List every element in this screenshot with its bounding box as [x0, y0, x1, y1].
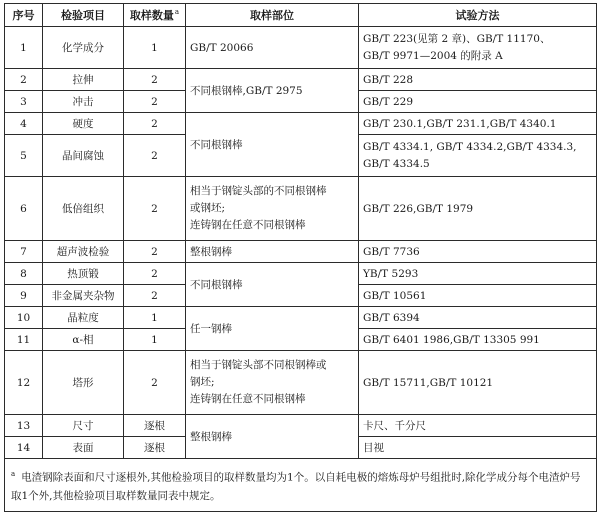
cell-item: 尺寸 [43, 415, 124, 437]
location-line: 钢坯; [190, 376, 215, 388]
cell-seq: 9 [5, 285, 43, 307]
method-line: GB/T 4334.5 [363, 157, 430, 170]
method-line: GB/T 9971—2004 的附录 A [363, 49, 503, 62]
header-item: 检验项目 [43, 4, 124, 27]
cell-location: 不同根钢棒 [186, 113, 359, 177]
cell-method [359, 135, 597, 177]
cell-item: 热顶锻 [43, 263, 124, 285]
cell-seq: 8 [5, 263, 43, 285]
cell-qty: 逐根 [124, 415, 186, 437]
cell-location: 任一钢棒 [186, 307, 359, 351]
cell-method: 卡尺、千分尺 [359, 415, 597, 437]
cell-method: 目视 [359, 437, 597, 459]
cell-qty: 1 [124, 329, 186, 351]
cell-seq: 1 [5, 27, 43, 69]
cell-qty: 2 [124, 135, 186, 177]
cell-qty: 2 [124, 177, 186, 241]
header-location: 取样部位 [186, 4, 359, 27]
cell-item: 晶间腐蚀 [43, 135, 124, 177]
footnote-row [5, 459, 597, 512]
inspection-table [4, 3, 597, 512]
cell-seq: 2 [5, 69, 43, 91]
table-row [5, 113, 597, 135]
cell-method: YB/T 5293 [359, 263, 597, 285]
location-line: 连铸钢在任意不同根钢棒 [190, 219, 306, 231]
spec-table-container [4, 3, 596, 512]
cell-method: GB/T 15711,GB/T 10121 [359, 351, 597, 415]
cell-seq: 12 [5, 351, 43, 415]
cell-qty: 2 [124, 285, 186, 307]
table-row [5, 241, 597, 263]
cell-method: GB/T 226,GB/T 1979 [359, 177, 597, 241]
cell-seq: 4 [5, 113, 43, 135]
cell-seq: 10 [5, 307, 43, 329]
table-row [5, 351, 597, 415]
cell-location: 整根钢棒 [186, 241, 359, 263]
location-line: 相当于钢锭头部的不同根钢棒 [190, 185, 327, 197]
cell-method: GB/T 6394 [359, 307, 597, 329]
cell-location: 不同根钢棒 [186, 263, 359, 307]
cell-location: 不同根钢棒,GB/T 2975 [186, 69, 359, 113]
header-qty [124, 4, 186, 27]
cell-qty: 2 [124, 351, 186, 415]
cell-qty: 1 [124, 307, 186, 329]
cell-qty: 2 [124, 91, 186, 113]
cell-method: GB/T 228 [359, 69, 597, 91]
cell-item: α-相 [43, 329, 124, 351]
table-row [5, 69, 597, 91]
location-line: 连铸钢在任意不同根钢棒 [190, 393, 306, 405]
cell-qty: 2 [124, 113, 186, 135]
cell-item: 非金属夹杂物 [43, 285, 124, 307]
cell-method: GB/T 229 [359, 91, 597, 113]
cell-item: 表面 [43, 437, 124, 459]
header-seq: 序号 [5, 4, 43, 27]
cell-seq: 7 [5, 241, 43, 263]
cell-location [186, 351, 359, 415]
cell-seq: 6 [5, 177, 43, 241]
table-header-row [5, 4, 597, 27]
cell-seq: 5 [5, 135, 43, 177]
cell-seq: 11 [5, 329, 43, 351]
cell-item: 硬度 [43, 113, 124, 135]
method-line: GB/T 223(见第 2 章)、GB/T 11170、 [363, 32, 551, 45]
cell-location: GB/T 20066 [186, 27, 359, 69]
cell-item: 塔形 [43, 351, 124, 415]
footnote-mark: a [11, 470, 16, 478]
table-row [5, 307, 597, 329]
cell-method: GB/T 6401 1986,GB/T 13305 991 [359, 329, 597, 351]
method-line: GB/T 4334.1, GB/T 4334.2,GB/T 4334.3, [363, 140, 577, 153]
cell-item: 低倍组织 [43, 177, 124, 241]
table-row [5, 415, 597, 437]
footnote-text: 电渣钢除表面和尺寸逐根外,其他检验项目的取样数量均为1个。以自耗电极的熔炼母炉号组批时,除化学成分每个电渣炉号取1个外,其他检验项目取样数量同表中规定。 [11, 471, 581, 502]
header-qty-footnote-mark: a [174, 8, 180, 17]
cell-method [359, 27, 597, 69]
cell-seq: 14 [5, 437, 43, 459]
cell-method: GB/T 10561 [359, 285, 597, 307]
cell-item: 冲击 [43, 91, 124, 113]
cell-location [186, 177, 359, 241]
cell-seq: 3 [5, 91, 43, 113]
cell-location: 整根钢棒 [186, 415, 359, 459]
cell-qty: 逐根 [124, 437, 186, 459]
table-row [5, 177, 597, 241]
cell-item: 化学成分 [43, 27, 124, 69]
location-line: 相当于钢锭头部不同根钢棒或 [190, 359, 327, 371]
header-qty-label: 取样数量 [129, 9, 174, 22]
cell-qty: 2 [124, 69, 186, 91]
footnote-cell [5, 459, 597, 512]
cell-qty: 2 [124, 263, 186, 285]
cell-method: GB/T 7736 [359, 241, 597, 263]
cell-method: GB/T 230.1,GB/T 231.1,GB/T 4340.1 [359, 113, 597, 135]
cell-qty: 2 [124, 241, 186, 263]
header-method: 试验方法 [359, 4, 597, 27]
cell-seq: 13 [5, 415, 43, 437]
cell-item: 晶粒度 [43, 307, 124, 329]
table-row [5, 263, 597, 285]
table-row [5, 27, 597, 69]
cell-item: 拉伸 [43, 69, 124, 91]
cell-item: 超声波检验 [43, 241, 124, 263]
location-line: 或钢坯; [190, 202, 226, 214]
cell-qty: 1 [124, 27, 186, 69]
